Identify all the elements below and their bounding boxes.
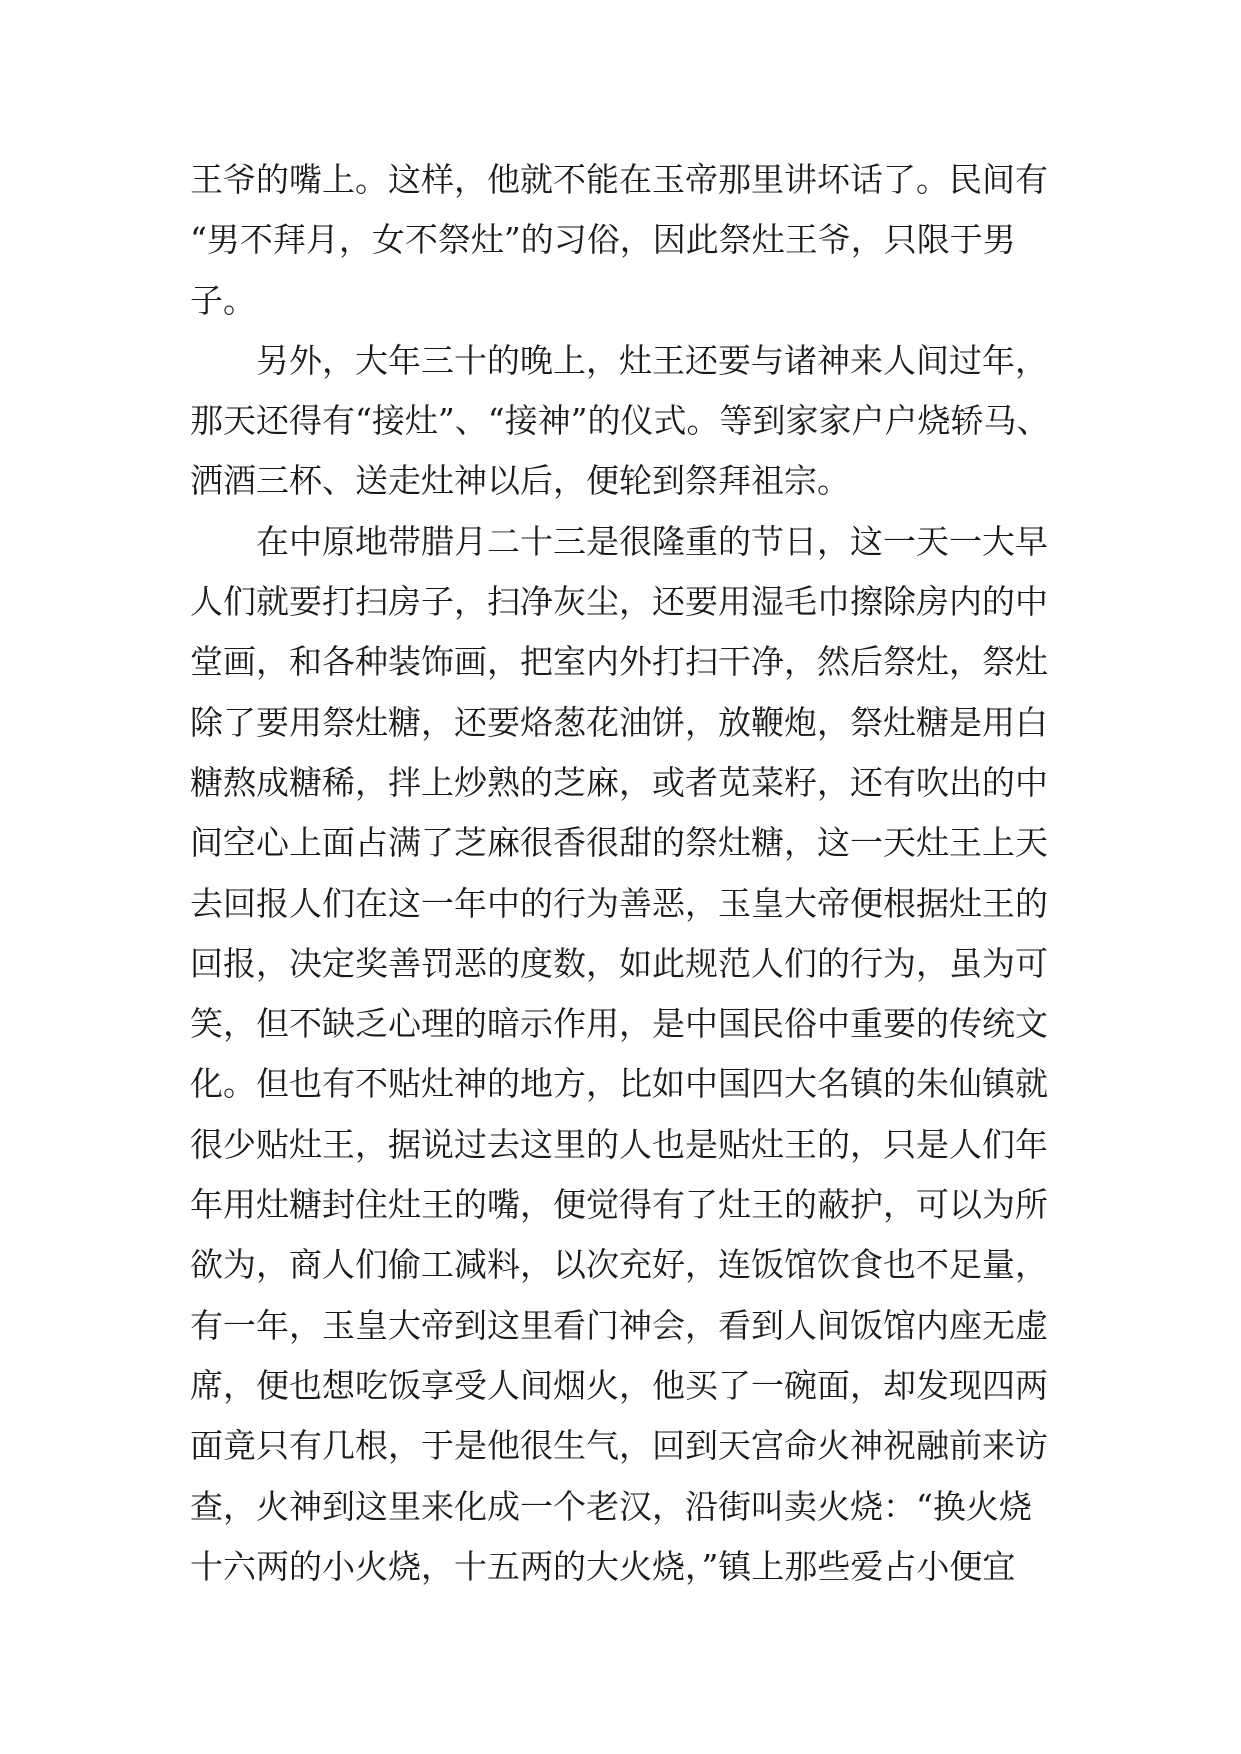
text-line: 子。 xyxy=(190,280,256,320)
text-line: 席，便也想吃饭享受人间烟火，他买了一碗面，却发现四两 xyxy=(190,1365,1048,1405)
text-line: 笑，但不缺乏心理的暗示作用，是中国民俗中重要的传统文 xyxy=(190,1004,1048,1044)
text-line: 有一年，玉皇大帝到这里看门神会，看到人间饭馆内座无虚 xyxy=(190,1305,1048,1345)
text-line: 年用灶糖封住灶王的嘴，便觉得有了灶王的蔽护，可以为所 xyxy=(190,1185,1048,1225)
text-line: 十六两的小火烧，十五两的大火烧，”镇上那些爱占小便宜 xyxy=(190,1546,1016,1586)
text-line: 去回报人们在这一年中的行为善恶，玉皇大帝便根据灶王的 xyxy=(190,883,1048,923)
text-line: 王爷的嘴上。这样，他就不能在玉帝那里讲坏话了。民间有 xyxy=(190,160,1048,199)
body-text xyxy=(190,150,1070,1597)
text-line: 面竟只有几根，于是他很生气，回到天宫命火神祝融前来访 xyxy=(190,1426,1048,1466)
text-line: 除了要用祭灶糖，还要烙葱花油饼，放鞭炮，祭灶糖是用白 xyxy=(190,702,1048,742)
text-line: 化。但也有不贴灶神的地方，比如中国四大名镇的朱仙镇就 xyxy=(190,1064,1048,1104)
text-line: 堂画，和各种装饰画，把室内外打扫干净，然后祭灶，祭灶 xyxy=(190,642,1048,682)
text-line: 人们就要打扫房子，扫净灰尘，还要用湿毛巾擦除房内的中 xyxy=(190,582,1048,622)
paragraph-first-line: 另外，大年三十的晚上，灶王还要与诸神来人间过年， xyxy=(256,340,1048,380)
text-line: 很少贴灶王，据说过去这里的人也是贴灶王的，只是人们年 xyxy=(190,1124,1048,1164)
text-line: 查，火神到这里来化成一个老汉，沿街叫卖火烧：“换火烧 xyxy=(190,1486,1032,1526)
paragraph-first-line: 在中原地带腊月二十三是很隆重的节日，这一天一大早 xyxy=(256,521,1048,561)
text-line: 回报，决定奖善罚恶的度数，如此规范人们的行为，虽为可 xyxy=(190,943,1048,983)
text-line: 间空心上面占满了芝麻很香很甜的祭灶糖，这一天灶王上天 xyxy=(190,823,1048,863)
text-line: “男不拜月，女不祭灶”的习俗，因此祭灶王爷，只限于男 xyxy=(190,220,1016,260)
text-line: 欲为，商人们偷工减料，以次充好，连饭馆饮食也不足量， xyxy=(190,1245,1048,1285)
text-line: 糖熬成糖稀，拌上炒熟的芝麻，或者苋菜籽，还有吹出的中 xyxy=(190,762,1048,802)
text-line: 洒酒三杯、送走灶神以后，便轮到祭拜祖宗。 xyxy=(190,461,850,501)
text-line: 那天还得有“接灶”、“接神”的仪式。等到家家户户烧轿马、 xyxy=(190,401,1050,441)
